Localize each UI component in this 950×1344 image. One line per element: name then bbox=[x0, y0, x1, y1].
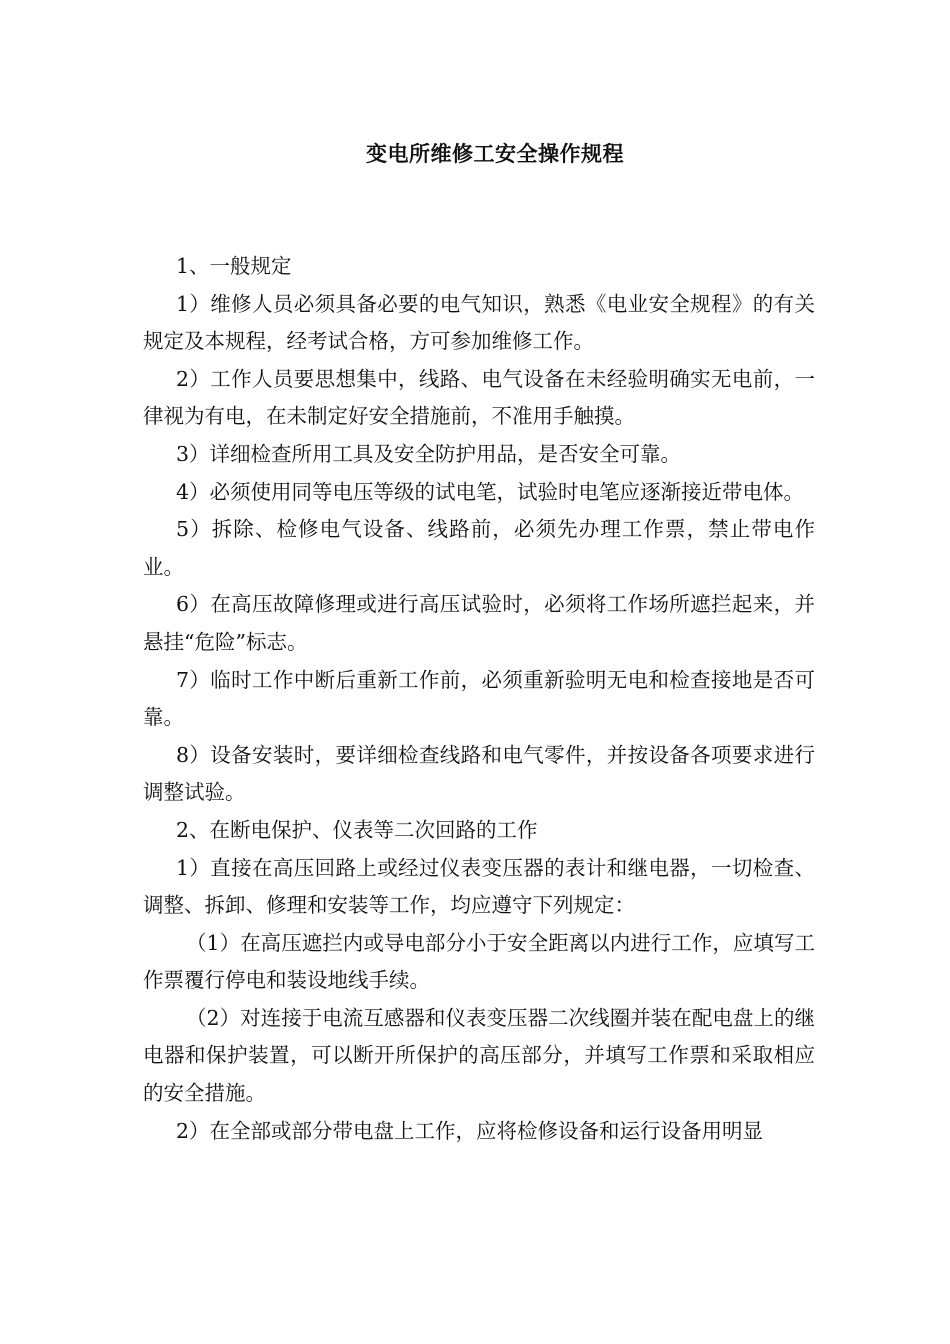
paragraph: 2）工作人员要思想集中，线路、电气设备在未经验明确实无电前，一律视为有电，在未制定好安全措施前，不准用手触摸。 bbox=[143, 366, 815, 429]
section-heading: 2、在断电保护、仪表等二次回路的工作 bbox=[176, 817, 538, 842]
sub-paragraph: （2）对连接于电流互感器和仪表变压器二次线圈并装在配电盘上的继电器和保护装置，可以断开所保护的高压部分，并填写工作票和采取相应的安全措施。 bbox=[143, 1005, 815, 1106]
document-body bbox=[143, 248, 815, 1150]
sub-paragraph: （1）在高压遮拦内或导电部分小于安全距离以内进行工作，应填写工作票覆行停电和装设地线手续。 bbox=[143, 930, 815, 993]
paragraph: 8）设备安装时，要详细检查线路和电气零件，并按设备各项要求进行调整试验。 bbox=[143, 742, 815, 805]
paragraph: 7）临时工作中断后重新工作前，必须重新验明无电和检查接地是否可靠。 bbox=[143, 667, 815, 730]
paragraph: 1）维修人员必须具备必要的电气知识，熟悉《电业安全规程》的有关规定及本规程，经考试合格，方可参加维修工作。 bbox=[143, 291, 815, 354]
paragraph: 1）直接在高压回路上或经过仪表变压器的表计和继电器，一切检查、调整、拆卸、修理和安装等工作，均应遵守下列规定： bbox=[143, 855, 815, 918]
paragraph: 6）在高压故障修理或进行高压试验时，必须将工作场所遮拦起来，并悬挂“危险”标志。 bbox=[143, 592, 815, 654]
paragraph: 2）在全部或部分带电盘上工作，应将检修设备和运行设备用明显 bbox=[176, 1118, 764, 1143]
document-title: 变电所维修工安全操作规程 bbox=[366, 141, 624, 166]
paragraph: 5）拆除、检修电气设备、线路前，必须先办理工作票，禁止带电作业。 bbox=[143, 517, 815, 579]
section-heading: 1、一般规定 bbox=[176, 254, 292, 278]
paragraph: 3）详细检查所用工具及安全防护用品，是否安全可靠。 bbox=[176, 441, 682, 466]
paragraph: 4）必须使用同等电压等级的试电笔，试验时电笔应逐渐接近带电体。 bbox=[176, 479, 805, 504]
